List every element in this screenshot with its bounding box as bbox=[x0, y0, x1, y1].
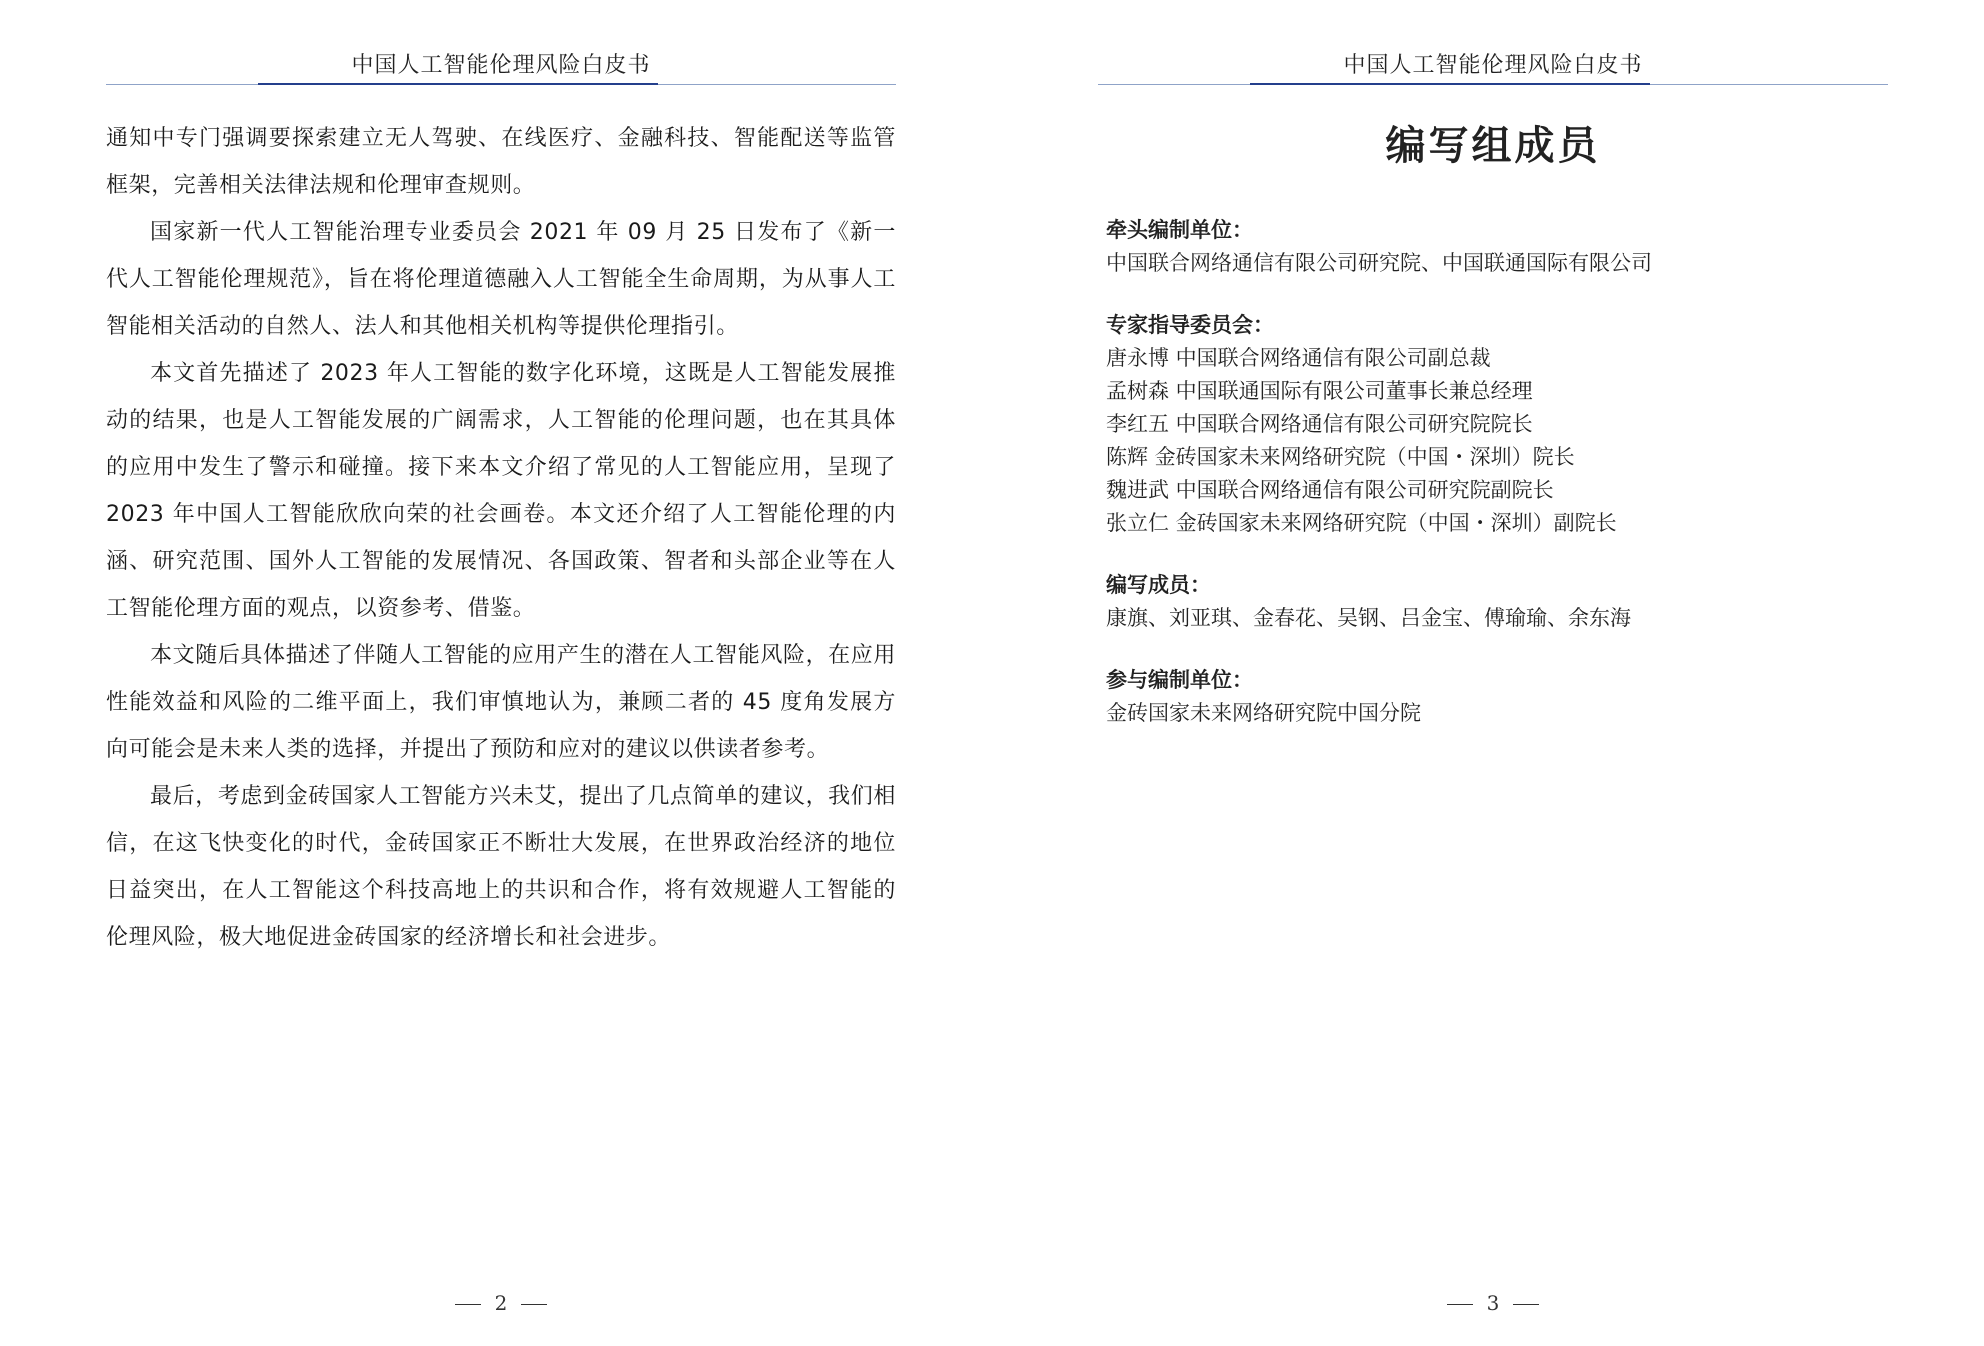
section-label: 编写成员： bbox=[1106, 573, 1211, 597]
running-header: 中国人工智能伦理风险白皮书 bbox=[351, 53, 651, 78]
section-line: 李红五 中国联合网络通信有限公司研究院院长 bbox=[1106, 412, 1533, 436]
members-list bbox=[1106, 214, 1866, 759]
paragraph: 国家新一代人工智能治理专业委员会 2021 年 09 月 25 日发布了《新一代人工智能伦理规范》，旨在将伦理道德融入人工智能全生命周期，为从事人工智能相关活动的自然人、法人和其他相关机构等提供伦理指引。 bbox=[106, 220, 896, 339]
paragraph: 最后，考虑到金砖国家人工智能方兴未艾，提出了几点简单的建议，我们相信，在这飞快变化的时代，金砖国家正不断壮大发展，在世界政治经济的地位日益突出，在人工智能这个科技高地上的共识和合作，将有效规避人工智能的伦理风险，极大地促进金砖国家的经济增长和社会进步。 bbox=[106, 784, 896, 950]
section-writers bbox=[1106, 569, 1866, 635]
section-line: 孟树森 中国联通国际有限公司董事长兼总经理 bbox=[1106, 379, 1533, 403]
page-footer bbox=[1098, 1288, 1888, 1318]
section-line: 金砖国家未来网络研究院中国分院 bbox=[1106, 701, 1421, 725]
header-rule-accent bbox=[258, 83, 658, 85]
section-participating-unit bbox=[1106, 664, 1866, 730]
page-number: 2 bbox=[494, 1291, 508, 1315]
page-footer bbox=[106, 1288, 896, 1318]
section-line: 张立仁 金砖国家未来网络研究院（中国・深圳）副院长 bbox=[1106, 511, 1617, 535]
header-rule-accent bbox=[1250, 83, 1650, 85]
footer-dash bbox=[521, 1304, 547, 1305]
section-line: 陈辉 金砖国家未来网络研究院（中国・深圳）院长 bbox=[1106, 445, 1575, 469]
running-header: 中国人工智能伦理风险白皮书 bbox=[1343, 53, 1643, 78]
section-line: 康旗、刘亚琪、金春花、吴钢、吕金宝、傅瑜瑜、余东海 bbox=[1106, 606, 1631, 630]
footer-dash bbox=[1513, 1304, 1539, 1305]
footer-dash bbox=[455, 1304, 481, 1305]
section-line: 中国联合网络通信有限公司研究院、中国联通国际有限公司 bbox=[1106, 251, 1652, 275]
section-expert-committee bbox=[1106, 309, 1866, 540]
paragraph: 通知中专门强调要探索建立无人驾驶、在线医疗、金融科技、智能配送等监管框架，完善相关法律法规和伦理审查规则。 bbox=[106, 126, 896, 198]
body-text bbox=[106, 115, 896, 961]
section-label: 牵头编制单位： bbox=[1106, 218, 1253, 242]
section-line: 魏进武 中国联合网络通信有限公司研究院副院长 bbox=[1106, 478, 1554, 502]
section-line: 唐永博 中国联合网络通信有限公司副总裁 bbox=[1106, 346, 1491, 370]
right-page bbox=[992, 0, 1984, 1346]
page-heading: 编写组成员 bbox=[1385, 123, 1601, 169]
paragraph: 本文随后具体描述了伴随人工智能的应用产生的潜在人工智能风险，在应用性能效益和风险的二维平面上，我们审慎地认为，兼顾二者的 45 度角发展方向可能会是未来人类的选择，并提出了预防和应对的建议以供读者参考。 bbox=[106, 643, 896, 762]
page-number: 3 bbox=[1486, 1291, 1500, 1315]
footer-dash bbox=[1447, 1304, 1473, 1305]
section-label: 专家指导委员会： bbox=[1106, 313, 1274, 337]
paragraph: 本文首先描述了 2023 年人工智能的数字化环境，这既是人工智能发展推动的结果，也是人工智能发展的广阔需求，人工智能的伦理问题，也在其具体的应用中发生了警示和碰撞。接下来本文介绍了常见的人工智能应用，呈现了 2023 年中国人工智能欣欣向荣的社会画卷。本文还介绍了人工智能伦理的内涵、研究范围、国外人工智能的发展情况、各国政策、智者和头部企业等在人工智能伦理方面的观点，以资参考、借鉴。 bbox=[106, 361, 896, 621]
section-label: 参与编制单位： bbox=[1106, 668, 1253, 692]
section-lead-unit bbox=[1106, 214, 1866, 280]
